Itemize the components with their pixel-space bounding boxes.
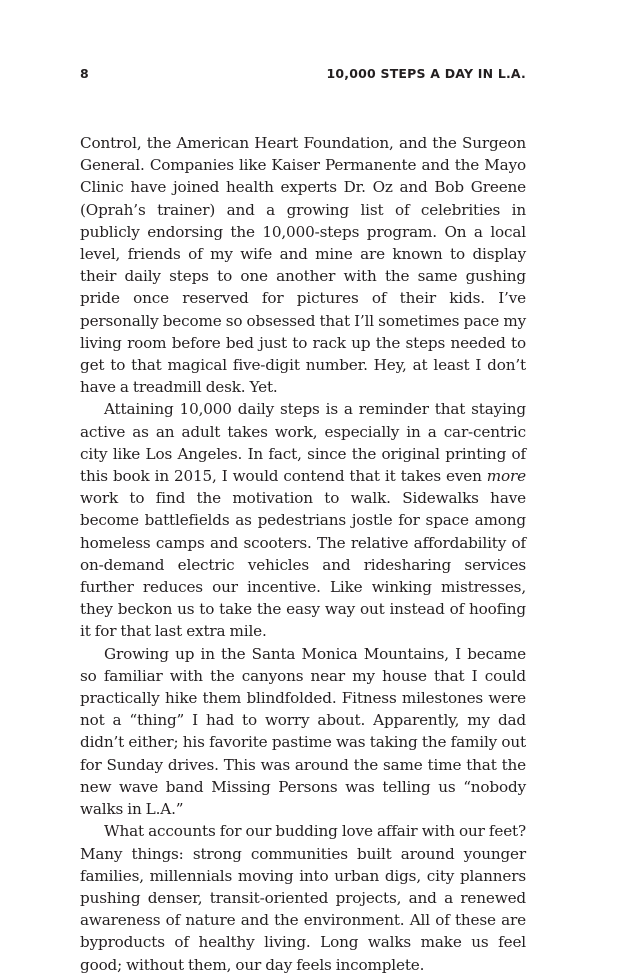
running-head	[80, 66, 526, 84]
page-number: 8	[80, 66, 89, 81]
paragraph-text: work to find the motivation to walk. Sidewalks have become battlefields as pedestrians jostle for space among homeless camps and scooters. The relative affordability of on-demand electric vehicles and ridesharing services further reduces our incentive. Like winking mistresses, they beckon us to take the easy way out instead of hoofing it for that last extra mile.	[80, 489, 526, 641]
paragraph	[80, 398, 526, 642]
paragraph-continued: Control, the American Heart Foundation, and the Surgeon General. Companies like Kaiser Permanente and the Mayo Clinic have joined health experts Dr. Oz and Bob Greene (Oprah’s trainer) and a growing list of celebrities in publicly endorsing the 10,000-steps program. On a local level, friends of my wife and mine are known to display their daily steps to one another with the same gushing pride once reserved for pictures of their kids. I’ve personally become so obsessed that I’ll sometimes pace my living room before bed just to rack up the steps needed to get to that magical five-digit number. Hey, at least I don’t have a treadmill desk. Yet.	[80, 134, 526, 397]
body-text	[80, 132, 526, 976]
emphasis-text: more	[486, 467, 526, 486]
book-title: 10,000 STEPS A DAY IN L.A.	[326, 66, 526, 81]
paragraph-text: Attaining 10,000 daily steps is a reminder that staying active as an adult takes work, especially in a car-centric city like Los Angeles. In fact, since the original printing of this book in 2015, I would contend that it takes even	[80, 400, 526, 486]
paragraph: What accounts for our budding love affair with our feet? Many things: strong communities built around younger families, millennials moving into urban digs, city planners pushing denser, transit-oriented projects, and a renewed awareness of nature and the environment. All of these are byproducts of healthy living. Long walks make us feel good; without them, our day feels incomplete.	[80, 822, 526, 974]
paragraph: Growing up in the Santa Monica Mountains, I became so familiar with the canyons near my house that I could practically hike them blindfolded. Fitness milestones were not a “thing” I had to worry about. Apparently, my dad didn’t either; his favorite pastime was taking the family out for Sunday drives. This was around the same time that the new wave band Missing Persons was telling us “nobody walks in L.A.”	[80, 644, 526, 819]
